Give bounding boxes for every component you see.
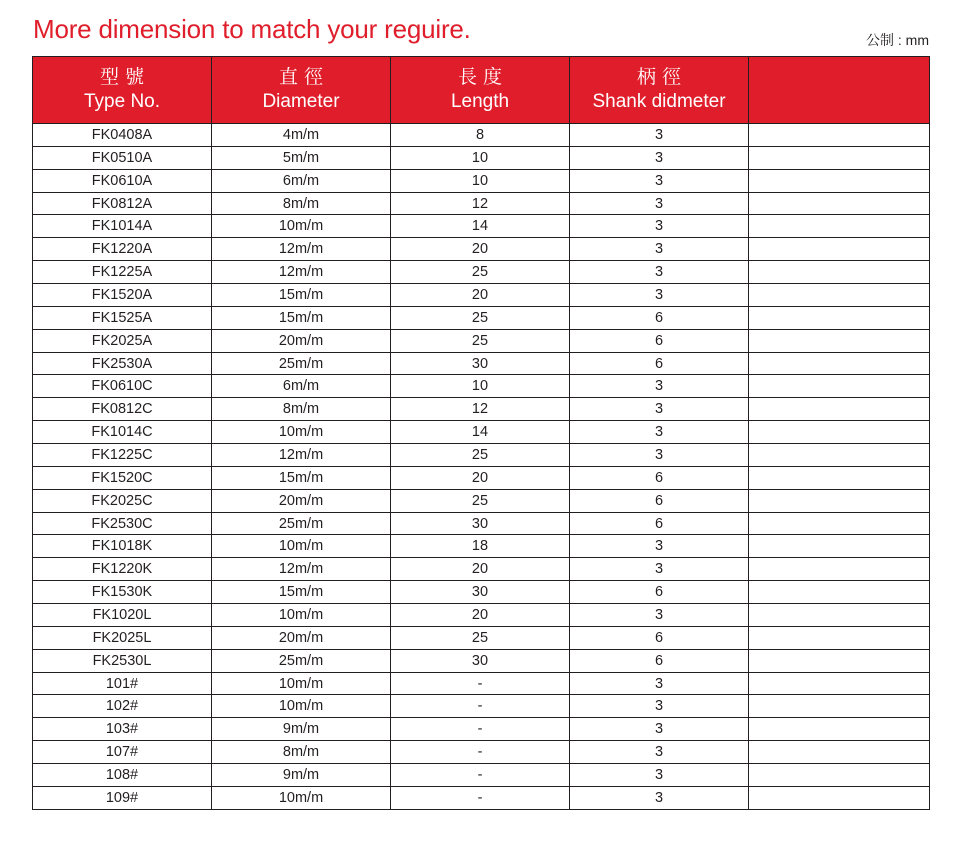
table-row: [33, 352, 930, 375]
empty-cell: [749, 558, 930, 581]
diameter-cell: 9m/m: [212, 718, 391, 741]
type-no-cell: FK2025A: [33, 329, 212, 352]
empty-cell: [749, 489, 930, 512]
length-cell: 18: [391, 535, 570, 558]
length-cell: 12: [391, 192, 570, 215]
shank-diameter-cell: 6: [570, 306, 749, 329]
empty-cell: [749, 649, 930, 672]
empty-cell: [749, 375, 930, 398]
diameter-cell: 8m/m: [212, 398, 391, 421]
diameter-cell: 25m/m: [212, 649, 391, 672]
header-empty: [749, 57, 930, 124]
length-cell: 30: [391, 649, 570, 672]
empty-cell: [749, 421, 930, 444]
shank-diameter-cell: 3: [570, 192, 749, 215]
table-row: [33, 284, 930, 307]
diameter-cell: 15m/m: [212, 306, 391, 329]
length-cell: -: [391, 695, 570, 718]
empty-cell: [749, 535, 930, 558]
empty-cell: [749, 444, 930, 467]
shank-diameter-cell: 6: [570, 649, 749, 672]
length-cell: 20: [391, 604, 570, 627]
header-shank-diameter-en: Shank didmeter: [592, 91, 726, 112]
header-shank-diameter-zh: 柄徑: [636, 67, 687, 88]
table-row: [33, 444, 930, 467]
length-cell: 25: [391, 306, 570, 329]
length-cell: -: [391, 718, 570, 741]
diameter-cell: 10m/m: [212, 535, 391, 558]
table-row: [33, 421, 930, 444]
length-cell: 25: [391, 329, 570, 352]
diameter-cell: 10m/m: [212, 215, 391, 238]
shank-diameter-cell: 3: [570, 786, 749, 809]
length-cell: 20: [391, 284, 570, 307]
length-cell: -: [391, 672, 570, 695]
type-no-cell: FK1225A: [33, 261, 212, 284]
table-row: [33, 489, 930, 512]
shank-diameter-cell: 6: [570, 626, 749, 649]
empty-cell: [749, 192, 930, 215]
table-row: [33, 581, 930, 604]
table-row: [33, 169, 930, 192]
type-no-cell: FK1014A: [33, 215, 212, 238]
shank-diameter-cell: 6: [570, 512, 749, 535]
spec-table: [32, 56, 930, 810]
diameter-cell: 5m/m: [212, 146, 391, 169]
diameter-cell: 15m/m: [212, 466, 391, 489]
diameter-cell: 20m/m: [212, 329, 391, 352]
empty-cell: [749, 306, 930, 329]
table-row: [33, 512, 930, 535]
table-row: [33, 146, 930, 169]
page-title: More dimension to match your reguire.: [33, 14, 471, 44]
diameter-cell: 10m/m: [212, 695, 391, 718]
header-length-en: Length: [450, 91, 510, 112]
table-row: [33, 466, 930, 489]
shank-diameter-cell: 3: [570, 604, 749, 627]
shank-diameter-cell: 3: [570, 741, 749, 764]
table-row: [33, 329, 930, 352]
empty-cell: [749, 329, 930, 352]
table-row: [33, 604, 930, 627]
type-no-cell: FK1525A: [33, 306, 212, 329]
empty-cell: [749, 352, 930, 375]
type-no-cell: FK1520A: [33, 284, 212, 307]
diameter-cell: 8m/m: [212, 192, 391, 215]
unit-note: 公制 : mm: [866, 32, 929, 48]
header-diameter: [212, 57, 391, 124]
empty-cell: [749, 466, 930, 489]
diameter-cell: 12m/m: [212, 261, 391, 284]
empty-cell: [749, 764, 930, 787]
shank-diameter-cell: 3: [570, 421, 749, 444]
length-cell: 20: [391, 558, 570, 581]
table-row: [33, 649, 930, 672]
length-cell: -: [391, 741, 570, 764]
type-no-cell: FK0510A: [33, 146, 212, 169]
header-length-zh: 長度: [457, 67, 508, 88]
shank-diameter-cell: 3: [570, 535, 749, 558]
header-diameter-en: Diameter: [262, 91, 340, 112]
type-no-cell: FK1520C: [33, 466, 212, 489]
table-row: [33, 718, 930, 741]
header-length: [391, 57, 570, 124]
diameter-cell: 20m/m: [212, 626, 391, 649]
diameter-cell: 25m/m: [212, 512, 391, 535]
shank-diameter-cell: 3: [570, 238, 749, 261]
diameter-cell: 12m/m: [212, 558, 391, 581]
length-cell: -: [391, 764, 570, 787]
empty-cell: [749, 261, 930, 284]
shank-diameter-cell: 6: [570, 329, 749, 352]
length-cell: 14: [391, 215, 570, 238]
table-row: [33, 238, 930, 261]
length-cell: 30: [391, 512, 570, 535]
type-no-cell: FK2025L: [33, 626, 212, 649]
type-no-cell: FK2025C: [33, 489, 212, 512]
length-cell: 25: [391, 489, 570, 512]
table-row: [33, 215, 930, 238]
empty-cell: [749, 284, 930, 307]
diameter-cell: 6m/m: [212, 169, 391, 192]
shank-diameter-cell: 3: [570, 444, 749, 467]
type-no-cell: 107#: [33, 741, 212, 764]
shank-diameter-cell: 6: [570, 581, 749, 604]
table-row: [33, 626, 930, 649]
type-no-cell: 108#: [33, 764, 212, 787]
empty-cell: [749, 169, 930, 192]
type-no-cell: FK1014C: [33, 421, 212, 444]
shank-diameter-cell: 6: [570, 352, 749, 375]
length-cell: 10: [391, 146, 570, 169]
table-row: [33, 535, 930, 558]
table-row: [33, 672, 930, 695]
empty-cell: [749, 215, 930, 238]
length-cell: 10: [391, 169, 570, 192]
empty-cell: [749, 124, 930, 147]
empty-cell: [749, 604, 930, 627]
header-type-no-zh: 型號: [99, 67, 150, 88]
length-cell: 12: [391, 398, 570, 421]
length-cell: 25: [391, 261, 570, 284]
table-row: [33, 124, 930, 147]
shank-diameter-cell: 3: [570, 284, 749, 307]
length-cell: 30: [391, 581, 570, 604]
table-row: [33, 695, 930, 718]
length-cell: 20: [391, 238, 570, 261]
diameter-cell: 20m/m: [212, 489, 391, 512]
empty-cell: [749, 146, 930, 169]
diameter-cell: 15m/m: [212, 284, 391, 307]
type-no-cell: FK1018K: [33, 535, 212, 558]
type-no-cell: FK1530K: [33, 581, 212, 604]
empty-cell: [749, 741, 930, 764]
shank-diameter-cell: 3: [570, 398, 749, 421]
table-row: [33, 261, 930, 284]
length-cell: 30: [391, 352, 570, 375]
diameter-cell: 12m/m: [212, 238, 391, 261]
type-no-cell: FK1220A: [33, 238, 212, 261]
length-cell: 25: [391, 444, 570, 467]
length-cell: 10: [391, 375, 570, 398]
table-row: [33, 192, 930, 215]
empty-cell: [749, 398, 930, 421]
type-no-cell: FK0812A: [33, 192, 212, 215]
header-row: [33, 57, 930, 124]
diameter-cell: 8m/m: [212, 741, 391, 764]
shank-diameter-cell: 3: [570, 124, 749, 147]
empty-cell: [749, 718, 930, 741]
type-no-cell: FK2530C: [33, 512, 212, 535]
type-no-cell: 102#: [33, 695, 212, 718]
table-row: [33, 398, 930, 421]
length-cell: 8: [391, 124, 570, 147]
diameter-cell: 15m/m: [212, 581, 391, 604]
shank-diameter-cell: 3: [570, 146, 749, 169]
header-shank-diameter: [570, 57, 749, 124]
type-no-cell: FK0610A: [33, 169, 212, 192]
shank-diameter-cell: 3: [570, 695, 749, 718]
shank-diameter-cell: 3: [570, 558, 749, 581]
table-row: [33, 741, 930, 764]
shank-diameter-cell: 3: [570, 375, 749, 398]
type-no-cell: FK2530L: [33, 649, 212, 672]
shank-diameter-cell: 3: [570, 764, 749, 787]
table-row: [33, 786, 930, 809]
empty-cell: [749, 672, 930, 695]
diameter-cell: 25m/m: [212, 352, 391, 375]
header-type-no-en: Type No.: [83, 91, 161, 112]
table-row: [33, 375, 930, 398]
diameter-cell: 10m/m: [212, 604, 391, 627]
length-cell: 14: [391, 421, 570, 444]
type-no-cell: FK0408A: [33, 124, 212, 147]
type-no-cell: 103#: [33, 718, 212, 741]
diameter-cell: 10m/m: [212, 421, 391, 444]
shank-diameter-cell: 3: [570, 215, 749, 238]
shank-diameter-cell: 3: [570, 672, 749, 695]
shank-diameter-cell: 6: [570, 489, 749, 512]
header-type-no: [33, 57, 212, 124]
shank-diameter-cell: 3: [570, 169, 749, 192]
diameter-cell: 9m/m: [212, 764, 391, 787]
shank-diameter-cell: 3: [570, 718, 749, 741]
diameter-cell: 4m/m: [212, 124, 391, 147]
type-no-cell: FK1225C: [33, 444, 212, 467]
empty-cell: [749, 626, 930, 649]
header-diameter-zh: 直徑: [278, 67, 329, 88]
table-header: [33, 57, 930, 124]
type-no-cell: FK2530A: [33, 352, 212, 375]
type-no-cell: FK1220K: [33, 558, 212, 581]
type-no-cell: FK0812C: [33, 398, 212, 421]
empty-cell: [749, 512, 930, 535]
length-cell: 25: [391, 626, 570, 649]
empty-cell: [749, 581, 930, 604]
diameter-cell: 6m/m: [212, 375, 391, 398]
type-no-cell: FK1020L: [33, 604, 212, 627]
empty-cell: [749, 238, 930, 261]
type-no-cell: FK0610C: [33, 375, 212, 398]
length-cell: -: [391, 786, 570, 809]
shank-diameter-cell: 6: [570, 466, 749, 489]
type-no-cell: 101#: [33, 672, 212, 695]
table-row: [33, 764, 930, 787]
diameter-cell: 10m/m: [212, 786, 391, 809]
empty-cell: [749, 695, 930, 718]
table-row: [33, 306, 930, 329]
type-no-cell: 109#: [33, 786, 212, 809]
table-body: [33, 124, 930, 810]
shank-diameter-cell: 3: [570, 261, 749, 284]
diameter-cell: 10m/m: [212, 672, 391, 695]
length-cell: 20: [391, 466, 570, 489]
empty-cell: [749, 786, 930, 809]
table-row: [33, 558, 930, 581]
diameter-cell: 12m/m: [212, 444, 391, 467]
